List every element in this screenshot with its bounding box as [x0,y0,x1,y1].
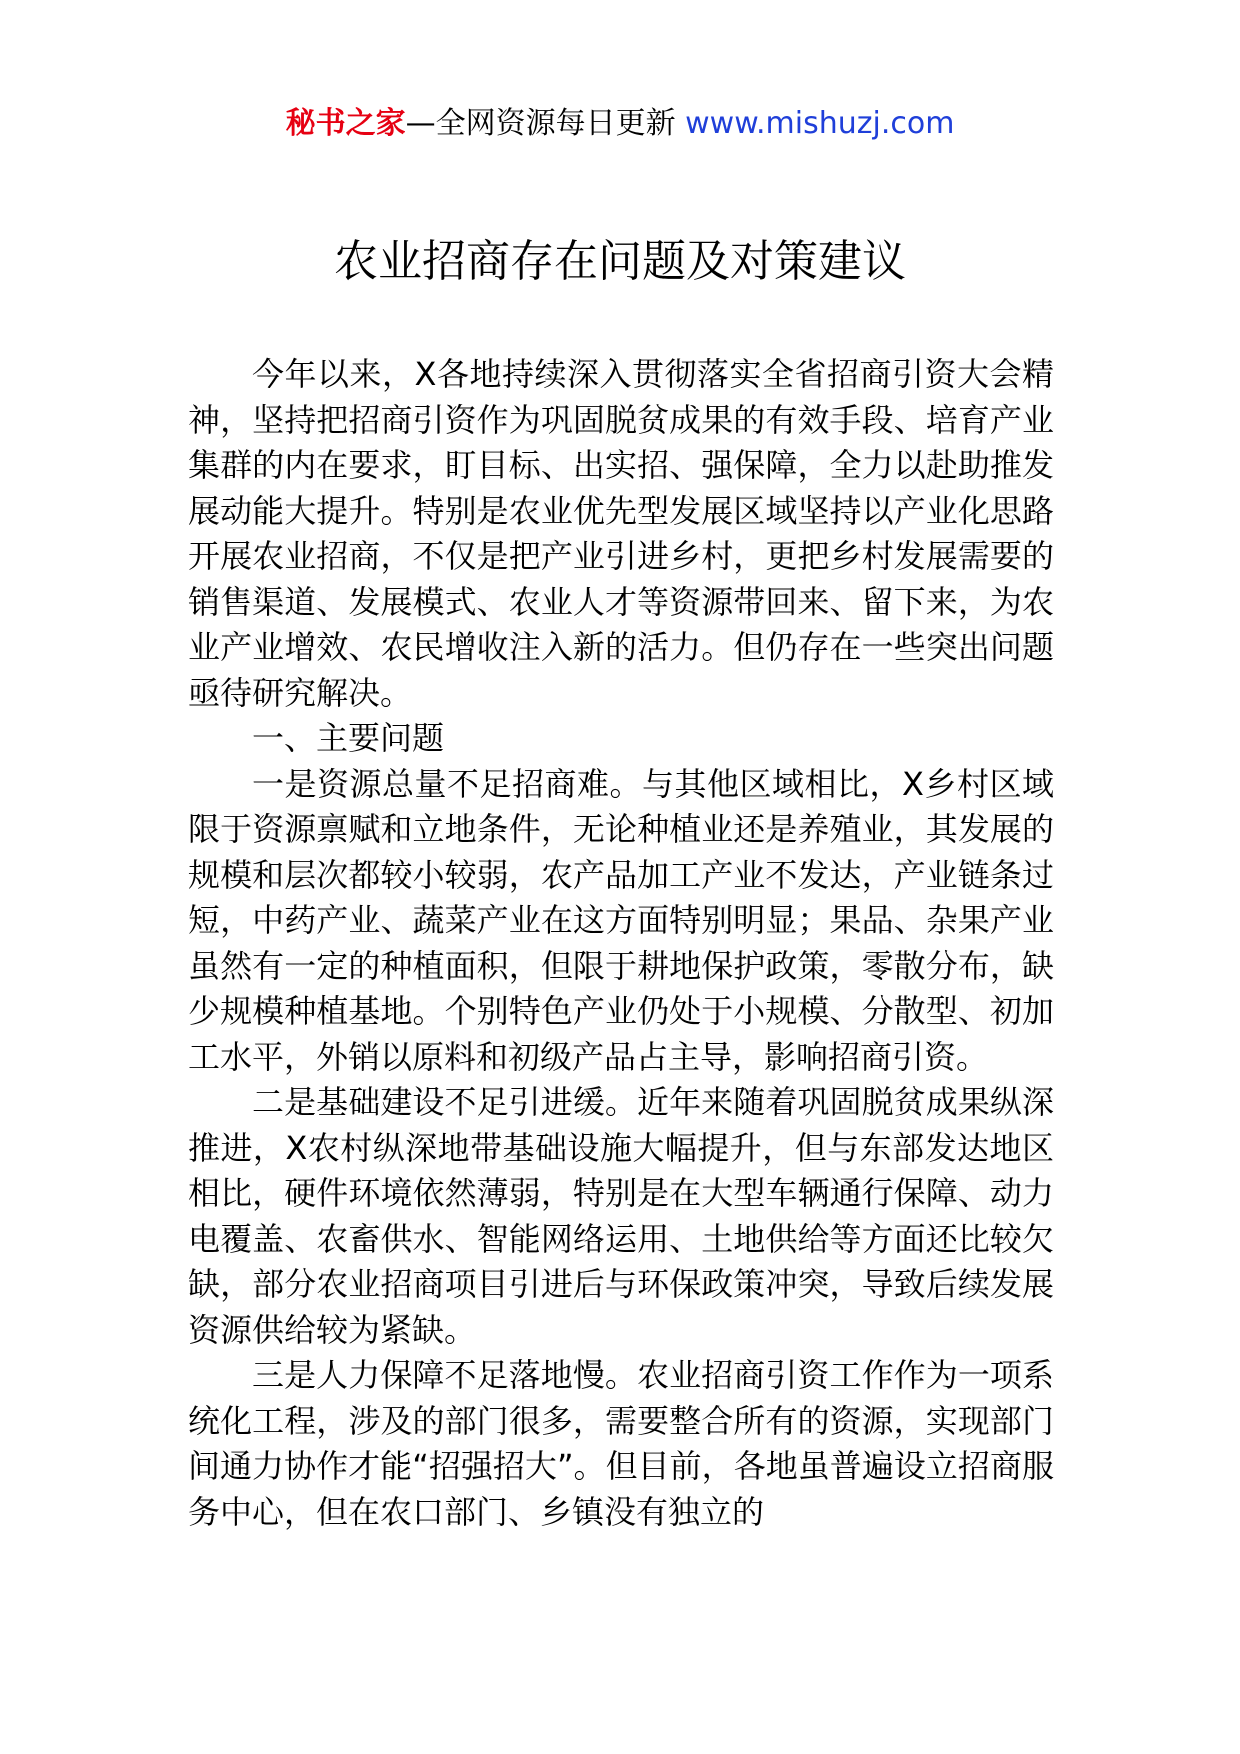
problem-paragraph-infrastructure: 二是基础建设不足引进缓。近年来随着巩固脱贫成果纵深推进，X农村纵深地带基础设施大幅提升，但与东部发达地区相比，硬件环境依然薄弱，特别是在大型车辆通行保障、动力电覆盖、农畜供水、智能网络运用、土地供给等方面还比较欠缺，部分农业招商项目引进后与环保政策冲突，导致后续发展资源供给较为紧缺。 [188,1083,1054,1349]
site-url-link[interactable]: www.mishuzj.com [685,106,955,141]
intro-paragraph: 今年以来，X各地持续深入贯彻落实全省招商引资大会精神，坚持把招商引资作为巩固脱贫成果的有效手段、培育产业集群的内在要求，盯目标、出实招、强保障，全力以赴助推发展动能大提升。特别是农业优先型发展区域坚持以产业化思路开展农业招商，不仅是把产业引进乡村，更把乡村发展需要的销售渠道、发展模式、农业人才等资源带回来、留下来，为农业产业增效、农民增收注入新的活力。但仍存在一些突出问题亟待研究解决。 [188,355,1054,712]
site-brand[interactable]: 秘书之家 [285,106,406,141]
document-title: 农业招商存在问题及对策建议 [334,236,906,287]
document-body [188,352,1054,1535]
section-heading-main-problems: 一、主要问题 [252,719,445,757]
site-tagline: —全网资源每日更新 [405,106,676,141]
problem-paragraph-resources: 一是资源总量不足招商难。与其他区域相比，X乡村区域限于资源禀赋和立地条件，无论种植业还是养殖业，其发展的规模和层次都较小较弱，农产品加工产业不发达，产业链条过短，中药产业、蔬菜产业在这方面特别明显；果品、杂果产业虽然有一定的种植面积，但限于耕地保护政策，零散分布，缺少规模种植基地。个别特色产业仍处于小规模、分散型、初加工水平，外销以原料和初级产品占主导，影响招商引资。 [188,764,1054,1076]
site-header [0,104,1240,144]
problem-paragraph-manpower: 三是人力保障不足落地慢。农业招商引资工作作为一项系统化工程，涉及的部门很多，需要整合所有的资源，实现部门间通力协作才能“招强招大”。但目前，各地虽普遍设立招商服务中心，但在农口部门、乡镇没有独立的 [188,1356,1054,1531]
